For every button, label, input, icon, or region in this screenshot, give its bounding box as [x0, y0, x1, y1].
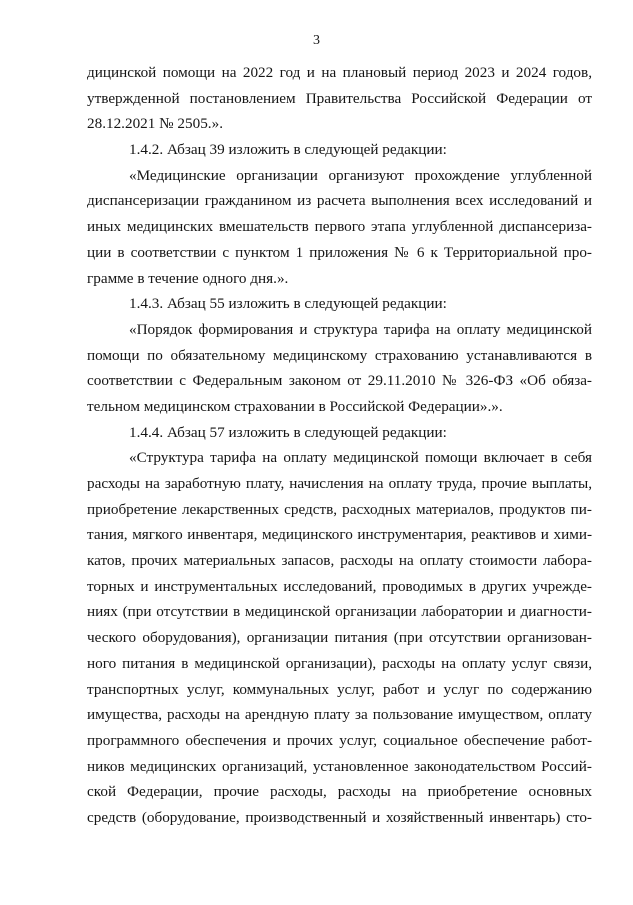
text-line: 1.4.2. Абзац 39 изложить в следующей редакции:	[129, 141, 447, 159]
text-line: грамме в течение одного дня.».	[87, 269, 289, 287]
text-line: 28.12.2021 № 2505.».	[87, 115, 223, 133]
text-line: дицинской помощи на 2022 год и на плановый период 2023 и 2024 годов,	[87, 64, 592, 81]
text-line: ников медицинских организаций, установленное законодательством Россий-	[87, 757, 592, 775]
text-line: иных медицинских вмешательств первого этапа углубленной диспансериза-	[87, 218, 592, 236]
text-line: торных и инструментальных исследований, проводимых в других учрежде-	[87, 577, 592, 595]
text-line: «Медицинские организации организуют прохождение углубленной	[129, 166, 592, 184]
text-line: катов, прочих материальных запасов, расходы на оплату стоимости лабора-	[87, 552, 592, 570]
text-line: расходы на заработную плату, начисления на оплату труда, прочие выплаты,	[87, 475, 592, 492]
text-line: ного питания в медицинской организации), расходы на оплату услуг связи,	[87, 654, 592, 672]
text-line: транспортных услуг, коммунальных услуг, работ и услуг по содержанию	[87, 680, 592, 698]
text-line: 1.4.3. Абзац 55 изложить в следующей редакции:	[129, 295, 447, 313]
text-line: утвержденной постановлением Правительства Российской Федерации от	[87, 89, 592, 107]
text-line: соответствии с Федеральным законом от 29.11.2010 № 326-ФЗ «Об обяза-	[87, 372, 592, 390]
text-line: диспансеризации гражданином из расчета выполнения всех исследований и	[87, 192, 592, 210]
text-line: помощи по обязательному медицинскому страхованию устанавливаются в	[87, 346, 592, 364]
text-line: ской Федерации, прочие расходы, расходы на приобретение основных	[87, 783, 592, 801]
text-line: ческого оборудования), организации питания (при отсутствии организован-	[87, 629, 592, 647]
text-line: ции в соответствии с пунктом 1 приложения № 6 к Территориальной про-	[87, 243, 592, 261]
text-line: имущества, расходы на арендную плату за пользование имуществом, оплату	[87, 706, 592, 724]
text-line: средств (оборудование, производственный и хозяйственный инвентарь) сто-	[87, 808, 592, 826]
text-line: тельном медицинском страховании в Российской Федерации».».	[87, 397, 503, 415]
text-line: «Порядок формирования и структура тарифа на оплату медицинской	[129, 320, 592, 338]
text-line: программного обеспечения и прочих услуг, социальное обеспечение работ-	[87, 731, 592, 749]
text-line: ниях (при отсутствии в медицинской организации лаборатории и диагности-	[87, 603, 592, 621]
page-number: 3	[313, 33, 320, 48]
document-body	[87, 60, 592, 831]
text-line: тания, мягкого инвентаря, медицинского инструментария, реактивов и хими-	[87, 526, 592, 544]
text-line: 1.4.4. Абзац 57 изложить в следующей редакции:	[129, 423, 447, 441]
text-line: приобретение лекарственных средств, расходных материалов, продуктов пи-	[87, 500, 592, 518]
text-line: «Структура тарифа на оплату медицинской помощи включает в себя	[129, 449, 592, 467]
